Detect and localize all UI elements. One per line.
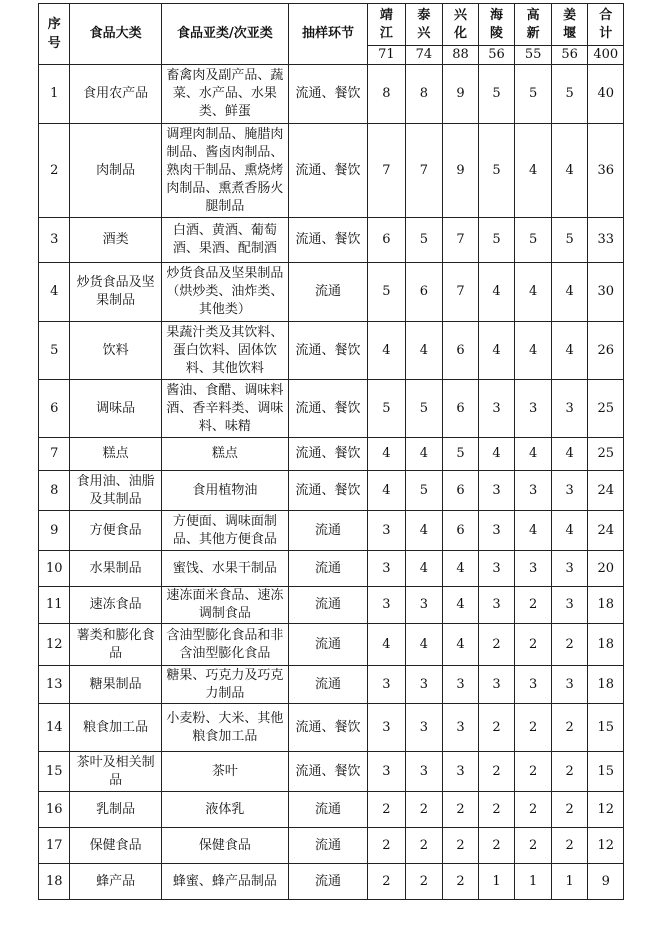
cell-count: 5	[405, 471, 443, 511]
header-region: 合计	[588, 4, 624, 46]
cell-seq: 9	[39, 511, 70, 551]
cell-count: 3	[515, 380, 552, 438]
cell-subcategory: 蜜饯、水果干制品	[161, 551, 288, 587]
cell-count: 2	[368, 828, 406, 864]
cell-seq: 10	[39, 551, 70, 587]
table-row	[39, 666, 624, 704]
cell-count: 3	[368, 551, 406, 587]
table-row	[39, 263, 624, 322]
header-region: 高新	[515, 4, 552, 46]
header-subcategory: 食品亚类/次亚类	[161, 4, 288, 65]
cell-seq: 7	[39, 438, 70, 471]
cell-count: 4	[515, 511, 552, 551]
cell-count: 4	[368, 624, 406, 666]
header-region: 海陵	[478, 4, 515, 46]
cell-subcategory: 果蔬汁类及其饮料、蛋白饮料、固体饮料、其他饮料	[161, 322, 288, 380]
cell-count: 2	[551, 828, 588, 864]
table-row	[39, 864, 624, 900]
cell-subcategory: 白酒、黄酒、葡萄酒、果酒、配制酒	[161, 218, 288, 263]
cell-seq: 14	[39, 704, 70, 752]
cell-seq: 13	[39, 666, 70, 704]
table-row	[39, 65, 624, 124]
cell-count: 2	[515, 792, 552, 828]
cell-count: 3	[368, 704, 406, 752]
region-total: 74	[405, 46, 443, 65]
cell-count: 5	[551, 218, 588, 263]
cell-count: 2	[515, 624, 552, 666]
cell-category: 炒货食品及坚果制品	[70, 263, 161, 322]
cell-stage: 流通、餐饮	[288, 438, 367, 471]
cell-count: 2	[478, 792, 515, 828]
header-stage: 抽样环节	[288, 4, 367, 65]
cell-stage: 流通、餐饮	[288, 218, 367, 263]
cell-count: 5	[515, 218, 552, 263]
cell-category: 酒类	[70, 218, 161, 263]
cell-count: 1	[515, 864, 552, 900]
cell-count: 4	[368, 471, 406, 511]
cell-count: 4	[443, 587, 479, 624]
cell-count: 18	[588, 587, 624, 624]
cell-count: 3	[551, 587, 588, 624]
cell-count: 4	[443, 624, 479, 666]
table-row	[39, 752, 624, 792]
cell-stage: 流通	[288, 828, 367, 864]
cell-count: 3	[551, 380, 588, 438]
cell-seq: 4	[39, 263, 70, 322]
header-region: 靖江	[368, 4, 406, 46]
region-total: 56	[478, 46, 515, 65]
cell-seq: 17	[39, 828, 70, 864]
cell-stage: 流通、餐饮	[288, 752, 367, 792]
cell-stage: 流通、餐饮	[288, 704, 367, 752]
cell-count: 9	[588, 864, 624, 900]
header-region: 姜堰	[551, 4, 588, 46]
header-region: 泰兴	[405, 4, 443, 46]
cell-count: 6	[443, 380, 479, 438]
cell-count: 5	[478, 218, 515, 263]
cell-count: 2	[551, 792, 588, 828]
region-total: 55	[515, 46, 552, 65]
cell-subcategory: 小麦粉、大米、其他粮食加工品	[161, 704, 288, 752]
cell-count: 4	[515, 322, 552, 380]
cell-count: 3	[478, 471, 515, 511]
cell-count: 3	[515, 471, 552, 511]
cell-count: 4	[551, 438, 588, 471]
cell-count: 33	[588, 218, 624, 263]
cell-count: 18	[588, 624, 624, 666]
cell-subcategory: 糖果、巧克力及巧克力制品	[161, 666, 288, 704]
cell-count: 5	[551, 65, 588, 124]
cell-subcategory: 畜禽肉及副产品、蔬菜、水产品、水果类、鲜蛋	[161, 65, 288, 124]
cell-count: 1	[478, 864, 515, 900]
cell-subcategory: 炒货食品及坚果制品（烘炒类、油炸类、其他类）	[161, 263, 288, 322]
cell-count: 4	[478, 263, 515, 322]
cell-count: 7	[368, 124, 406, 218]
cell-count: 2	[405, 792, 443, 828]
cell-count: 3	[478, 511, 515, 551]
cell-count: 20	[588, 551, 624, 587]
table-row	[39, 624, 624, 666]
cell-subcategory: 保健食品	[161, 828, 288, 864]
region-total: 56	[551, 46, 588, 65]
cell-count: 2	[478, 704, 515, 752]
cell-count: 5	[405, 380, 443, 438]
cell-count: 26	[588, 322, 624, 380]
cell-count: 6	[443, 471, 479, 511]
cell-count: 4	[551, 322, 588, 380]
cell-stage: 流通	[288, 263, 367, 322]
cell-count: 4	[515, 438, 552, 471]
cell-subcategory: 酱油、食醋、调味料酒、香辛料类、调味料、味精	[161, 380, 288, 438]
cell-seq: 12	[39, 624, 70, 666]
cell-stage: 流通、餐饮	[288, 322, 367, 380]
cell-category: 调味品	[70, 380, 161, 438]
cell-count: 30	[588, 263, 624, 322]
cell-count: 6	[405, 263, 443, 322]
cell-seq: 5	[39, 322, 70, 380]
cell-count: 4	[405, 551, 443, 587]
cell-count: 6	[368, 218, 406, 263]
header-seq: 序号	[39, 4, 70, 65]
cell-count: 25	[588, 438, 624, 471]
cell-count: 3	[368, 587, 406, 624]
cell-subcategory: 液体乳	[161, 792, 288, 828]
cell-count: 6	[443, 511, 479, 551]
cell-count: 7	[443, 263, 479, 322]
cell-category: 食用油、油脂及其制品	[70, 471, 161, 511]
cell-count: 2	[405, 864, 443, 900]
cell-count: 4	[551, 124, 588, 218]
table-row	[39, 511, 624, 551]
cell-count: 2	[515, 828, 552, 864]
cell-count: 5	[515, 65, 552, 124]
cell-count: 40	[588, 65, 624, 124]
cell-count: 9	[443, 124, 479, 218]
cell-subcategory: 速冻面米食品、速冻调制食品	[161, 587, 288, 624]
cell-count: 4	[551, 511, 588, 551]
cell-count: 5	[443, 438, 479, 471]
cell-subcategory: 蜂蜜、蜂产品制品	[161, 864, 288, 900]
header-region: 兴化	[443, 4, 479, 46]
cell-count: 4	[443, 551, 479, 587]
cell-count: 4	[405, 322, 443, 380]
cell-count: 4	[478, 322, 515, 380]
table-row	[39, 471, 624, 511]
cell-count: 2	[368, 792, 406, 828]
cell-stage: 流通	[288, 666, 367, 704]
cell-stage: 流通	[288, 624, 367, 666]
cell-count: 5	[368, 380, 406, 438]
region-total: 400	[588, 46, 624, 65]
cell-count: 5	[478, 124, 515, 218]
cell-stage: 流通	[288, 587, 367, 624]
cell-count: 3	[515, 666, 552, 704]
cell-subcategory: 方便面、调味面制品、其他方便食品	[161, 511, 288, 551]
cell-count: 3	[515, 551, 552, 587]
cell-count: 15	[588, 752, 624, 792]
cell-category: 肉制品	[70, 124, 161, 218]
cell-category: 方便食品	[70, 511, 161, 551]
cell-count: 12	[588, 828, 624, 864]
cell-subcategory: 茶叶	[161, 752, 288, 792]
cell-count: 3	[443, 704, 479, 752]
cell-count: 2	[551, 704, 588, 752]
cell-count: 4	[515, 263, 552, 322]
cell-count: 3	[405, 666, 443, 704]
cell-count: 15	[588, 704, 624, 752]
cell-category: 乳制品	[70, 792, 161, 828]
cell-count: 36	[588, 124, 624, 218]
cell-seq: 2	[39, 124, 70, 218]
cell-category: 蜂产品	[70, 864, 161, 900]
table-row	[39, 587, 624, 624]
cell-seq: 16	[39, 792, 70, 828]
cell-count: 3	[405, 752, 443, 792]
cell-stage: 流通、餐饮	[288, 124, 367, 218]
cell-count: 5	[368, 263, 406, 322]
cell-count: 6	[443, 322, 479, 380]
cell-seq: 15	[39, 752, 70, 792]
cell-category: 速冻食品	[70, 587, 161, 624]
cell-count: 3	[368, 666, 406, 704]
cell-stage: 流通	[288, 551, 367, 587]
table-header	[39, 4, 624, 65]
cell-stage: 流通、餐饮	[288, 471, 367, 511]
cell-category: 糖果制品	[70, 666, 161, 704]
cell-count: 3	[551, 666, 588, 704]
cell-count: 2	[405, 828, 443, 864]
cell-count: 3	[478, 587, 515, 624]
cell-count: 3	[443, 666, 479, 704]
cell-count: 3	[405, 704, 443, 752]
cell-stage: 流通	[288, 792, 367, 828]
table-row	[39, 551, 624, 587]
cell-count: 1	[551, 864, 588, 900]
table-row	[39, 218, 624, 263]
cell-count: 4	[405, 438, 443, 471]
cell-count: 2	[551, 752, 588, 792]
cell-category: 食用农产品	[70, 65, 161, 124]
cell-stage: 流通、餐饮	[288, 65, 367, 124]
table-row	[39, 704, 624, 752]
cell-count: 3	[478, 666, 515, 704]
cell-category: 薯类和膨化食品	[70, 624, 161, 666]
cell-count: 2	[443, 792, 479, 828]
cell-count: 12	[588, 792, 624, 828]
cell-category: 粮食加工品	[70, 704, 161, 752]
cell-category: 茶叶及相关制品	[70, 752, 161, 792]
cell-subcategory: 含油型膨化食品和非含油型膨化食品	[161, 624, 288, 666]
cell-count: 3	[443, 752, 479, 792]
cell-count: 2	[551, 624, 588, 666]
cell-count: 3	[368, 752, 406, 792]
cell-count: 2	[515, 587, 552, 624]
cell-count: 25	[588, 380, 624, 438]
cell-seq: 3	[39, 218, 70, 263]
cell-count: 4	[551, 263, 588, 322]
cell-seq: 8	[39, 471, 70, 511]
cell-count: 2	[443, 828, 479, 864]
cell-seq: 1	[39, 65, 70, 124]
cell-count: 3	[478, 380, 515, 438]
cell-stage: 流通、餐饮	[288, 380, 367, 438]
cell-subcategory: 调理肉制品、腌腊肉制品、酱卤肉制品、熟肉干制品、熏烧烤肉制品、熏煮香肠火腿制品	[161, 124, 288, 218]
cell-count: 24	[588, 471, 624, 511]
cell-stage: 流通	[288, 511, 367, 551]
cell-count: 3	[551, 471, 588, 511]
cell-count: 2	[515, 752, 552, 792]
cell-seq: 18	[39, 864, 70, 900]
cell-count: 4	[405, 624, 443, 666]
cell-stage: 流通	[288, 864, 367, 900]
cell-count: 5	[405, 218, 443, 263]
cell-count: 3	[551, 551, 588, 587]
cell-count: 5	[478, 65, 515, 124]
cell-subcategory: 糕点	[161, 438, 288, 471]
cell-count: 4	[515, 124, 552, 218]
region-total: 88	[443, 46, 479, 65]
cell-subcategory: 食用植物油	[161, 471, 288, 511]
table-row	[39, 792, 624, 828]
sampling-plan-table	[38, 3, 624, 900]
cell-count: 4	[368, 322, 406, 380]
table-row	[39, 828, 624, 864]
cell-count: 3	[368, 511, 406, 551]
cell-category: 保健食品	[70, 828, 161, 864]
cell-count: 8	[368, 65, 406, 124]
cell-count: 7	[405, 124, 443, 218]
cell-count: 7	[443, 218, 479, 263]
cell-count: 4	[478, 438, 515, 471]
cell-count: 9	[443, 65, 479, 124]
region-total: 71	[368, 46, 406, 65]
cell-seq: 6	[39, 380, 70, 438]
cell-category: 糕点	[70, 438, 161, 471]
table-row	[39, 124, 624, 218]
cell-count: 4	[368, 438, 406, 471]
header-category: 食品大类	[70, 4, 161, 65]
cell-count: 2	[478, 828, 515, 864]
cell-count: 8	[405, 65, 443, 124]
cell-count: 3	[478, 551, 515, 587]
cell-category: 水果制品	[70, 551, 161, 587]
table-body	[39, 65, 624, 900]
cell-count: 24	[588, 511, 624, 551]
cell-count: 4	[405, 511, 443, 551]
table-row	[39, 380, 624, 438]
cell-count: 2	[515, 704, 552, 752]
cell-count: 2	[478, 752, 515, 792]
cell-count: 18	[588, 666, 624, 704]
cell-count: 3	[405, 587, 443, 624]
table-row	[39, 322, 624, 380]
cell-category: 饮料	[70, 322, 161, 380]
cell-count: 2	[478, 624, 515, 666]
cell-count: 2	[368, 864, 406, 900]
table-row	[39, 438, 624, 471]
cell-seq: 11	[39, 587, 70, 624]
cell-count: 2	[443, 864, 479, 900]
